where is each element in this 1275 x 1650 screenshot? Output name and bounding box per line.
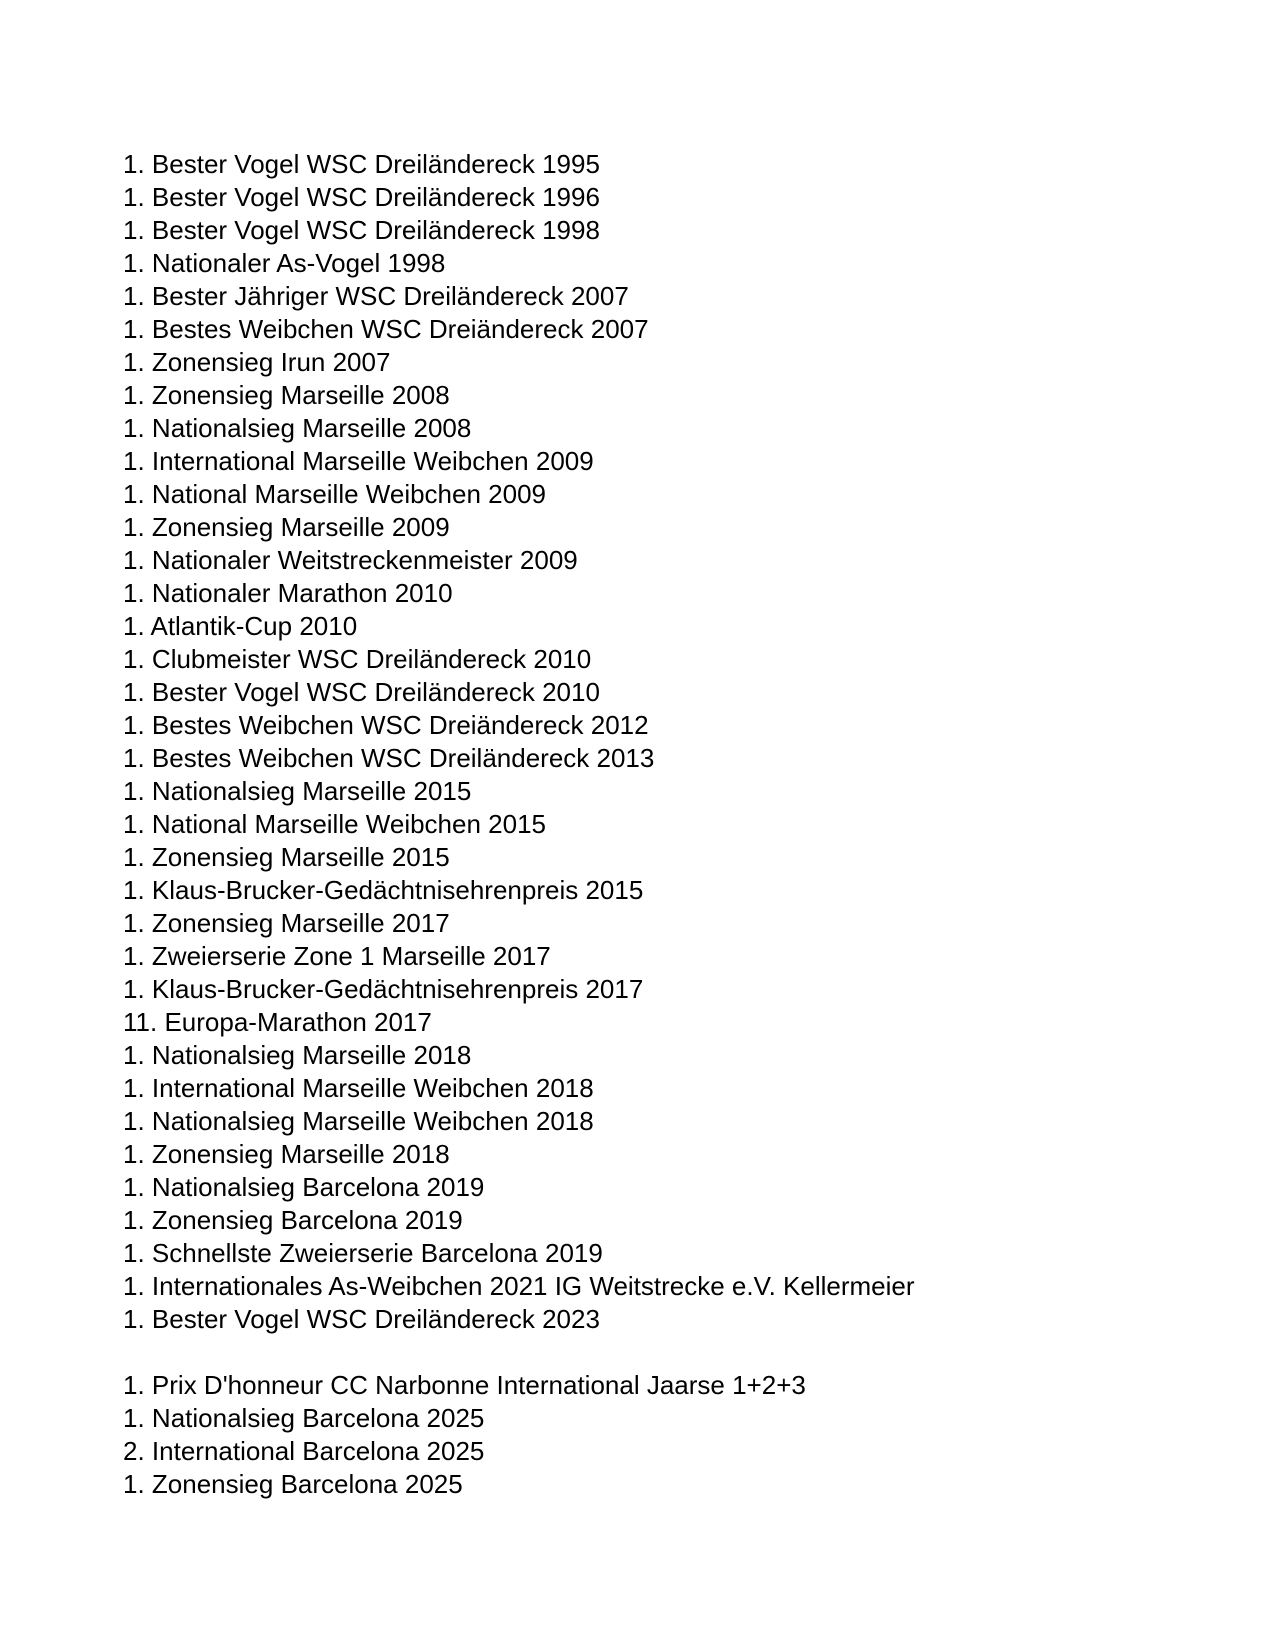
achievement-rank: 1. xyxy=(123,512,145,542)
achievement-rank: 1. xyxy=(123,1238,145,1268)
achievement-item xyxy=(123,841,923,874)
achievement-text: International Barcelona 2025 xyxy=(151,1436,485,1466)
achievement-text: National Marseille Weibchen 2015 xyxy=(151,809,546,839)
achievement-rank: 1. xyxy=(123,776,145,806)
achievement-text: Bestes Weibchen WSC Dreiländereck 2013 xyxy=(151,743,655,773)
achievement-item xyxy=(123,577,923,610)
achievement-text: International Marseille Weibchen 2018 xyxy=(151,1073,594,1103)
achievement-text: Bester Vogel WSC Dreiländereck 1998 xyxy=(151,215,600,245)
achievement-rank: 1. xyxy=(123,809,145,839)
achievement-rank: 1. xyxy=(123,479,145,509)
achievement-item xyxy=(123,1369,923,1402)
achievement-item xyxy=(123,1171,923,1204)
achievement-text: Klaus-Brucker-Gedächtnisehrenpreis 2015 xyxy=(151,875,644,905)
achievement-rank: 1. xyxy=(123,248,145,278)
achievement-rank: 1. xyxy=(123,974,145,1004)
achievement-text: Nationaler Marathon 2010 xyxy=(151,578,453,608)
achievement-rank: 1. xyxy=(123,314,145,344)
achievement-text: Zonensieg Marseille 2015 xyxy=(151,842,450,872)
achievement-item xyxy=(123,1039,923,1072)
achievement-text: Zonensieg Marseille 2018 xyxy=(151,1139,450,1169)
achievement-rank: 2. xyxy=(123,1436,145,1466)
achievement-rank: 11. xyxy=(123,1007,158,1037)
achievement-text: Bester Vogel WSC Dreiländereck 2023 xyxy=(151,1304,600,1334)
achievement-rank: 1. xyxy=(123,1106,145,1136)
achievement-item xyxy=(123,643,923,676)
achievement-rank: 1. xyxy=(123,677,145,707)
achievement-item xyxy=(123,148,923,181)
achievement-text: Zonensieg Barcelona 2025 xyxy=(151,1469,463,1499)
achievement-item xyxy=(123,775,923,808)
achievement-rank: 1. xyxy=(123,149,145,179)
achievement-text: Zonensieg Marseille 2009 xyxy=(151,512,450,542)
achievement-item xyxy=(123,1237,923,1270)
achievement-rank: 1. xyxy=(123,710,145,740)
achievement-rank: 1. xyxy=(123,611,145,641)
achievement-item xyxy=(123,973,923,1006)
achievement-text: Internationales As-Weibchen 2021 IG Weitstrecke e.V. Kellermeier xyxy=(151,1271,915,1301)
achievement-rank: 1. xyxy=(123,842,145,872)
achievement-text: Nationalsieg Marseille 2018 xyxy=(151,1040,472,1070)
achievement-rank: 1. xyxy=(123,1469,145,1499)
achievement-text: Atlantik-Cup 2010 xyxy=(150,611,358,641)
achievement-item xyxy=(123,346,923,379)
achievement-item xyxy=(123,940,923,973)
achievement-text: Bestes Weibchen WSC Dreiändereck 2012 xyxy=(151,710,649,740)
achievement-rank: 1. xyxy=(123,743,145,773)
achievement-text: Zweierserie Zone 1 Marseille 2017 xyxy=(151,941,551,971)
achievement-text: Prix D'honneur CC Narbonne International Jaarse 1+2+3 xyxy=(151,1370,806,1400)
achievement-text: Nationalsieg Marseille 2008 xyxy=(151,413,472,443)
achievement-item xyxy=(123,1006,923,1039)
achievement-text: Clubmeister WSC Dreiländereck 2010 xyxy=(151,644,592,674)
achievement-text: Bester Vogel WSC Dreiländereck 2010 xyxy=(151,677,600,707)
achievement-rank: 1. xyxy=(123,1304,145,1334)
achievement-item xyxy=(123,280,923,313)
achievement-item xyxy=(123,610,923,643)
achievement-item xyxy=(123,1402,923,1435)
achievement-text: National Marseille Weibchen 2009 xyxy=(151,479,546,509)
achievement-rank: 1. xyxy=(123,1370,145,1400)
achievement-text: Nationaler Weitstreckenmeister 2009 xyxy=(151,545,578,575)
achievement-text: Zonensieg Barcelona 2019 xyxy=(151,1205,463,1235)
achievement-text: Zonensieg Marseille 2008 xyxy=(151,380,450,410)
achievement-rank: 1. xyxy=(123,347,145,377)
achievement-item xyxy=(123,1072,923,1105)
achievement-item xyxy=(123,709,923,742)
achievement-item xyxy=(123,874,923,907)
achievement-text: Nationalsieg Marseille 2015 xyxy=(151,776,472,806)
achievement-item xyxy=(123,742,923,775)
achievement-item xyxy=(123,379,923,412)
achievement-rank: 1. xyxy=(123,413,145,443)
achievement-item xyxy=(123,676,923,709)
achievement-text: Nationalsieg Barcelona 2025 xyxy=(151,1403,485,1433)
achievement-rank: 1. xyxy=(123,875,145,905)
achievement-rank: 1. xyxy=(123,446,145,476)
achievement-item xyxy=(123,1270,923,1303)
achievement-text: Klaus-Brucker-Gedächtnisehrenpreis 2017 xyxy=(151,974,644,1004)
achievement-text: Schnellste Zweierserie Barcelona 2019 xyxy=(151,1238,603,1268)
achievement-text: Europa-Marathon 2017 xyxy=(164,1007,432,1037)
achievement-text: Bestes Weibchen WSC Dreiändereck 2007 xyxy=(151,314,649,344)
achievement-rank: 1. xyxy=(123,182,145,212)
achievement-item xyxy=(123,181,923,214)
achievement-rank: 1. xyxy=(123,1073,145,1103)
achievement-rank: 1. xyxy=(123,1271,145,1301)
achievement-item xyxy=(123,247,923,280)
achievements-list xyxy=(123,148,923,1501)
achievement-item xyxy=(123,544,923,577)
achievement-rank: 1. xyxy=(123,215,145,245)
achievement-item xyxy=(123,1303,923,1336)
achievement-text: Bester Jähriger WSC Dreiländereck 2007 xyxy=(151,281,629,311)
achievement-item xyxy=(123,1204,923,1237)
achievement-item xyxy=(123,313,923,346)
achievement-rank: 1. xyxy=(123,908,145,938)
achievement-rank: 1. xyxy=(123,545,145,575)
achievement-item xyxy=(123,511,923,544)
achievement-item xyxy=(123,1468,923,1501)
achievement-text: Nationaler As-Vogel 1998 xyxy=(151,248,446,278)
achievement-rank: 1. xyxy=(123,1139,145,1169)
achievement-item xyxy=(123,1105,923,1138)
achievement-rank: 1. xyxy=(123,281,145,311)
achievement-item xyxy=(123,808,923,841)
achievement-item xyxy=(123,907,923,940)
achievement-text: Nationalsieg Marseille Weibchen 2018 xyxy=(151,1106,594,1136)
achievement-rank: 1. xyxy=(123,1172,145,1202)
achievement-rank: 1. xyxy=(123,644,145,674)
achievement-rank: 1. xyxy=(123,1040,145,1070)
achievement-item xyxy=(123,1435,923,1468)
achievement-rank: 1. xyxy=(123,1403,145,1433)
achievement-text: International Marseille Weibchen 2009 xyxy=(151,446,594,476)
group-spacer xyxy=(123,1336,923,1369)
achievement-item xyxy=(123,1138,923,1171)
achievement-item xyxy=(123,445,923,478)
achievement-text: Zonensieg Marseille 2017 xyxy=(151,908,450,938)
achievement-text: Bester Vogel WSC Dreiländereck 1995 xyxy=(151,149,600,179)
achievement-rank: 1. xyxy=(123,1205,145,1235)
achievement-text: Zonensieg Irun 2007 xyxy=(151,347,391,377)
achievement-text: Bester Vogel WSC Dreiländereck 1996 xyxy=(151,182,600,212)
achievement-text: Nationalsieg Barcelona 2019 xyxy=(151,1172,485,1202)
achievement-item xyxy=(123,412,923,445)
achievement-item xyxy=(123,214,923,247)
achievement-rank: 1. xyxy=(123,941,145,971)
achievement-item xyxy=(123,478,923,511)
achievement-rank: 1. xyxy=(123,380,145,410)
achievement-rank: 1. xyxy=(123,578,145,608)
